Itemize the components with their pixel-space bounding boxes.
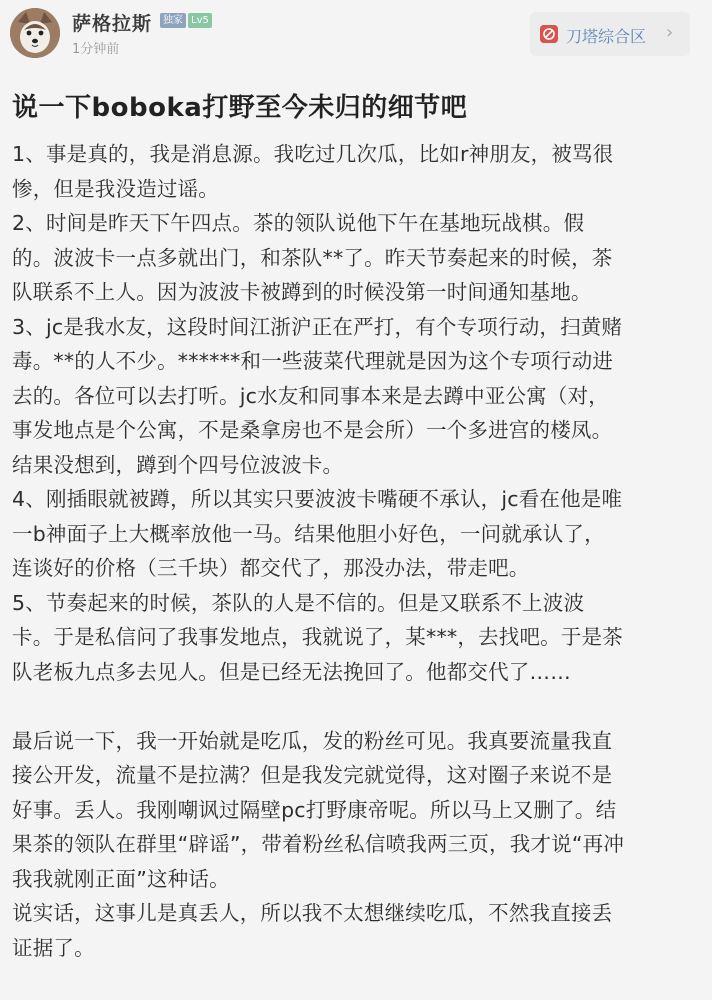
post-body-line: 结果没想到，蹲到个四号位波波卡。: [12, 452, 344, 477]
post-body: [12, 137, 702, 965]
post-body-line: 一b神面子上大概率放他一马。结果他胆小好色，一问就承认了，: [12, 521, 605, 546]
forum-logo-icon: [540, 25, 558, 43]
post-body-line: 队联系不上人。因为波波卡被蹲到的时候没第一时间通知基地。: [12, 280, 592, 304]
post-body-line: 说实话，这事儿是真丢人，所以我不太想继续吃瓜，不然我直接丢: [12, 901, 613, 925]
post-body-line: 卡。于是私信问了我事发地点，我就说了，某***，去找吧。于是茶: [12, 625, 623, 649]
post-header: [0, 0, 712, 72]
post-body-line: 队老板九点多去见人。但是已经无法挽回了。他都交代了……: [12, 659, 571, 684]
post-title: 说一下boboka打野至今未归的细节吧: [12, 93, 468, 123]
post-body-line: 最后说一下，我一开始就是吃瓜，发的粉丝可见。我真要流量我直: [12, 728, 613, 753]
post-body-line: 的。波波卡一点多就出门，和茶队**了。昨天节奏起来的时候，茶: [12, 245, 613, 270]
forum-link-button[interactable]: [530, 12, 690, 56]
post-body-line: 4、刚插眼就被蹲，所以其实只要波波卡嘴硬不承认，jc看在他是唯: [12, 487, 623, 511]
post-body-line: 事发地点是个公寓，不是桑拿房也不是会所）一个多进宫的楼凤。: [12, 418, 613, 442]
post-body-line: 1、事是真的，我是消息源。我吃过几次瓜，比如r神朋友，被骂很: [12, 142, 614, 166]
post-body-line: 毒。**的人不少。******和一些菠菜代理就是因为这个专项行动进: [12, 349, 614, 373]
post-body-line: 接公开发，流量不是拉满？但是我发完就觉得，这对圈子来说不是: [12, 763, 613, 787]
author-name[interactable]: 萨格拉斯: [72, 13, 153, 35]
post-body-line: 去的。各位可以去打听。jc水友和同事本来是去蹲中亚公寓（对，: [12, 383, 609, 408]
post-body-line: 惨，但是我没造过谣。: [12, 176, 219, 201]
forum-name-label: 刀塔综合区: [566, 27, 647, 46]
post-body-line: 2、时间是昨天下午四点。茶的领队说他下午在基地玩战棋。假: [12, 211, 585, 235]
author-level-badge: Lv5: [188, 13, 212, 28]
post-body-line: 5、节奏起来的时候，茶队的人是不信的。但是又联系不上波波: [12, 590, 585, 615]
author-role-badge: 独家: [160, 13, 186, 28]
post-body-line: 连谈好的价格（三千块）都交代了，那没办法，带走吧。: [12, 556, 530, 580]
post-body-line: 证据了。: [12, 935, 95, 960]
post-body-line: 好事。丢人。我刚嘲讽过隔壁pc打野康帝呢。所以马上又删了。结: [12, 797, 617, 822]
chevron-right-icon: ›: [666, 22, 674, 43]
post-timestamp: 1分钟前: [72, 42, 120, 57]
husky-dog-avatar-icon[interactable]: [10, 8, 60, 58]
post-body-blank-line: [12, 689, 702, 724]
post-body-line: 果茶的领队在群里“辟谣”，带着粉丝私信喷我两三页，我才说“再冲: [12, 832, 625, 856]
post-body-line: 我我就刚正面”这种话。: [12, 866, 230, 891]
post-body-line: 3、jc是我水友，这段时间江浙沪正在严打，有个专项行动，扫黄赌: [12, 314, 623, 339]
